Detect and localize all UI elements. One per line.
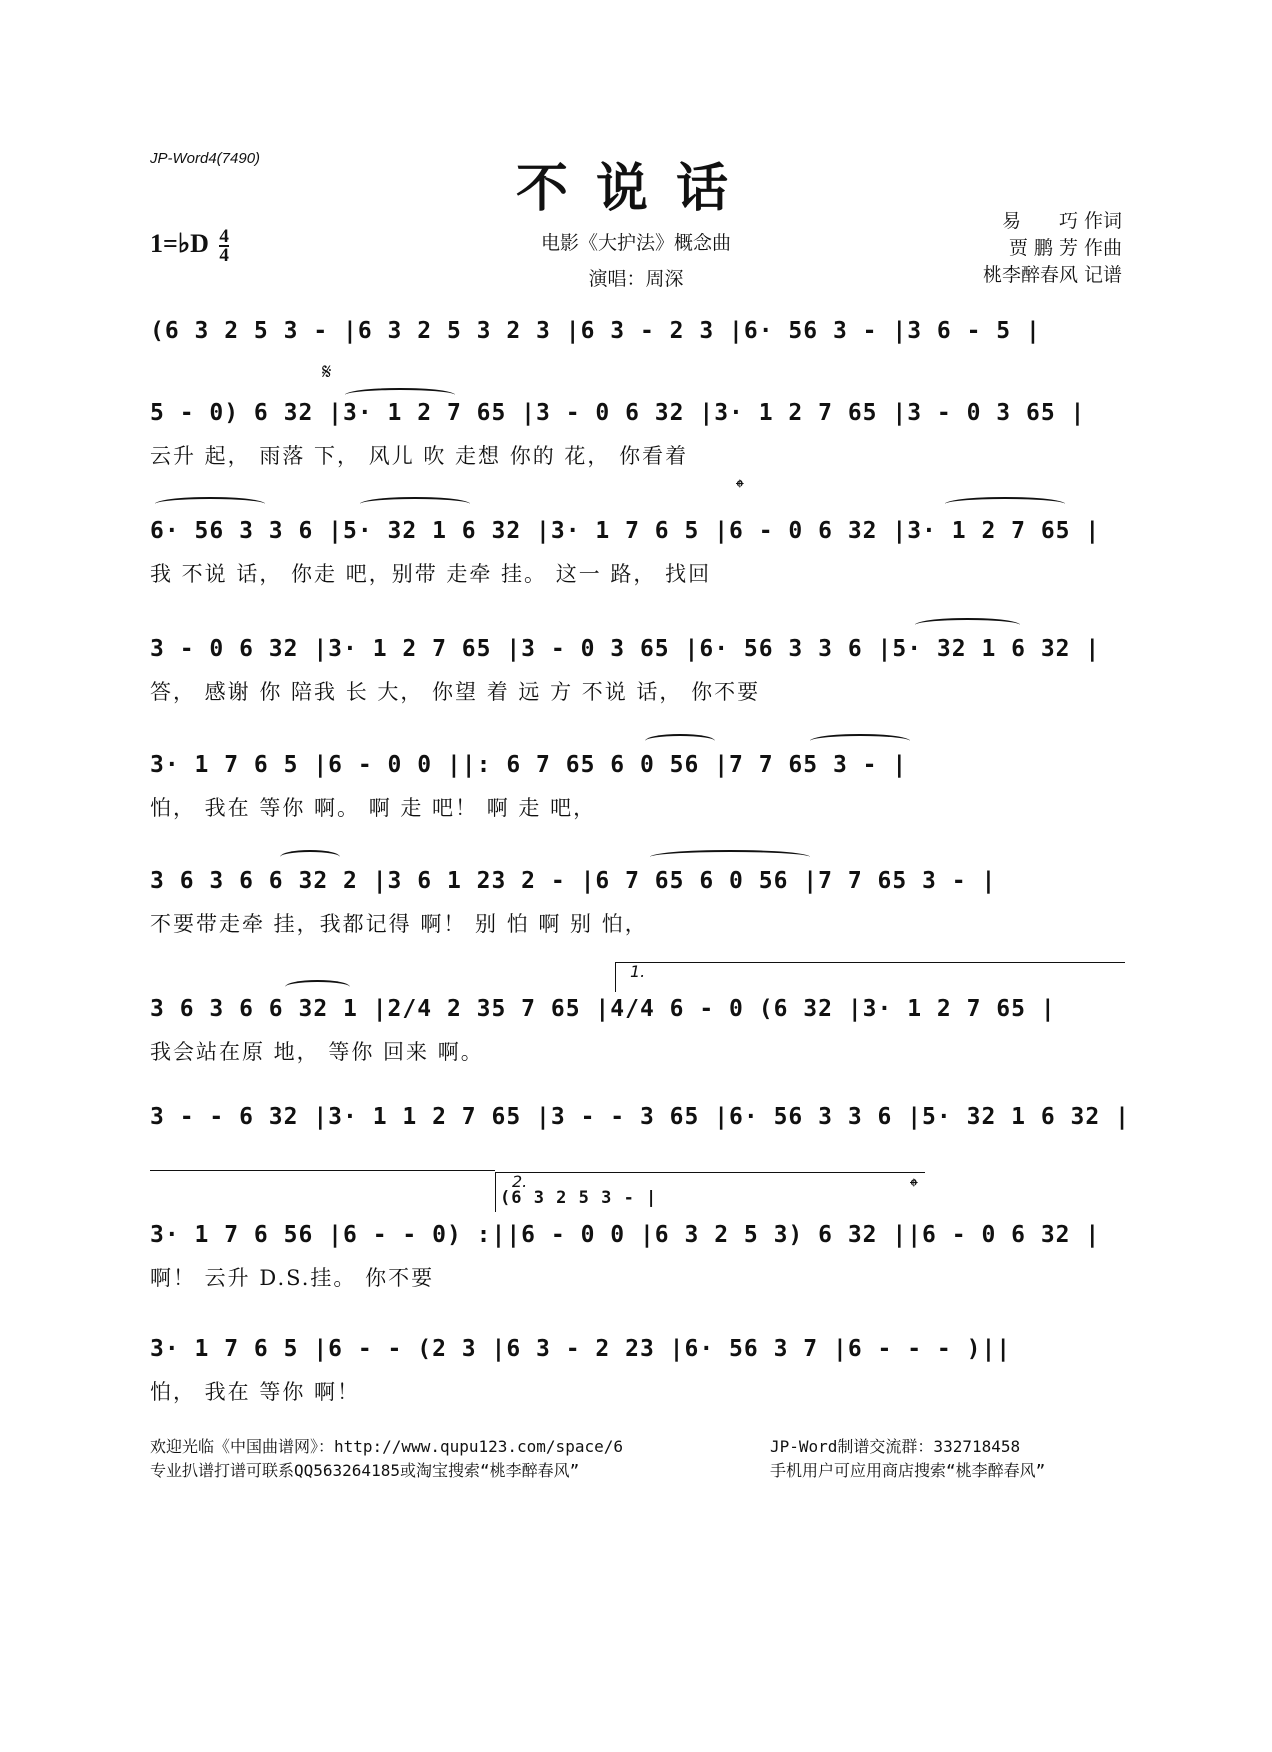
lyric-line-9: 啊！ 云升 D.S.挂。 你不要 — [150, 1266, 435, 1290]
lyric-line-5: 怕， 我在 等你 啊。 啊 走 吧！ 啊 走 吧， — [150, 796, 597, 820]
composer: 贾 鹏 芳 作曲 — [1008, 237, 1122, 259]
lyric-line-3: 我 不说 话， 你走 吧，别带 走牵 挂。 这一 路， 找回 — [150, 562, 712, 586]
time-top: 4 — [219, 226, 229, 247]
staff-line-5: 3· 1 7 6 5 |6 - 0 0 ||: 6 7 65 6 0 56 |7 7 65 3 - | — [150, 752, 908, 778]
footer-left-1: 欢迎光临《中国曲谱网》：http://www.qupu123.com/space/6 — [150, 1437, 623, 1456]
staff-line-2: 5 - 0) 6 32 |3· 1 2 7 65 |3 - 0 6 32 |3· 1 2 7 65 |3 - 0 3 65 | — [150, 400, 1086, 426]
footer-right-2: 手机用户可应用商店搜索“桃李醉春风” — [770, 1461, 1046, 1480]
lyricist: 易 巧 作词 — [1001, 210, 1122, 232]
software-label: JP-Word4(7490) — [150, 150, 261, 167]
staff-line-8: 3 - - 6 32 |3· 1 1 2 7 65 |3 - - 3 65 |6· 56 3 3 6 |5· 32 1 6 32 | — [150, 1104, 1130, 1130]
volta-2-label: 2. — [512, 1172, 528, 1191]
lyric-line-6: 不要带走牵 挂，我都记得 啊！ 别 怕 啊 别 怕， — [150, 912, 648, 936]
credits — [983, 208, 1122, 289]
transcriber: 桃李醉春风 记谱 — [982, 264, 1122, 286]
lyric-line-2: 云升 起， 雨落 下， 风儿 吹 走想 你的 花， 你看着 — [150, 444, 689, 468]
lyric-line-10: 怕， 我在 等你 啊！ — [150, 1380, 361, 1404]
staff-line-1: (6 3 2 5 3 - |6 3 2 5 3 2 3 |6 3 - 2 3 |6· 56 3 - |3 6 - 5 | — [150, 318, 1041, 344]
lyric-line-4: 答， 感谢 你 陪我 长 大， 你望 着 远 方 不说 话， 你不要 — [150, 680, 761, 704]
volta-2-notes: (6 3 2 5 3 - | — [500, 1188, 658, 1208]
staff-line-6: 3 6 3 6 6 32 2 |3 6 1 23 2 - |6 7 65 6 0 56 |7 7 65 3 - | — [150, 868, 997, 894]
staff-line-9: 3· 1 7 6 56 |6 - - 0) :||6 - 0 0 |6 3 2 5 3) 6 32 ||6 - 0 6 32 | — [150, 1222, 1101, 1248]
time-bottom: 4 — [219, 245, 229, 266]
staff-line-10: 3· 1 7 6 5 |6 - - (2 3 |6 3 - 2 23 |6· 56 3 7 |6 - - - )|| — [150, 1336, 1012, 1362]
footer-right-1: JP-Word制谱交流群：332718458 — [770, 1437, 1021, 1456]
key-label: 1=♭D — [150, 228, 209, 258]
singer: 演唱：周深 — [588, 268, 684, 290]
staff-line-4: 3 - 0 6 32 |3· 1 2 7 65 |3 - 0 3 65 |6· 56 3 3 6 |5· 32 1 6 32 | — [150, 636, 1101, 662]
staff-line-7: 3 6 3 6 6 32 1 |2/4 2 35 7 65 |4/4 6 - 0 (6 32 |3· 1 2 7 65 | — [150, 996, 1056, 1022]
segno-icon: 𝄋 — [322, 360, 332, 385]
coda-icon-2: 𝄌 — [910, 1175, 918, 1200]
page-title: 不说话 — [515, 158, 756, 219]
footer-left-2: 专业扒谱打谱可联系QQ563264185或淘宝搜索“桃李醉春风” — [150, 1461, 580, 1480]
subtitle: 电影《大护法》概念曲 — [540, 232, 731, 254]
staff-line-3: 6· 56 3 3 6 |5· 32 1 6 32 |3· 1 7 6 5 |6 - 0 6 32 |3· 1 2 7 65 | — [150, 518, 1101, 544]
coda-icon: 𝄌 — [736, 476, 744, 501]
lyric-line-7: 我会站在原 地， 等你 回来 啊。 — [150, 1040, 484, 1064]
volta-1-label: 1. — [630, 962, 646, 981]
